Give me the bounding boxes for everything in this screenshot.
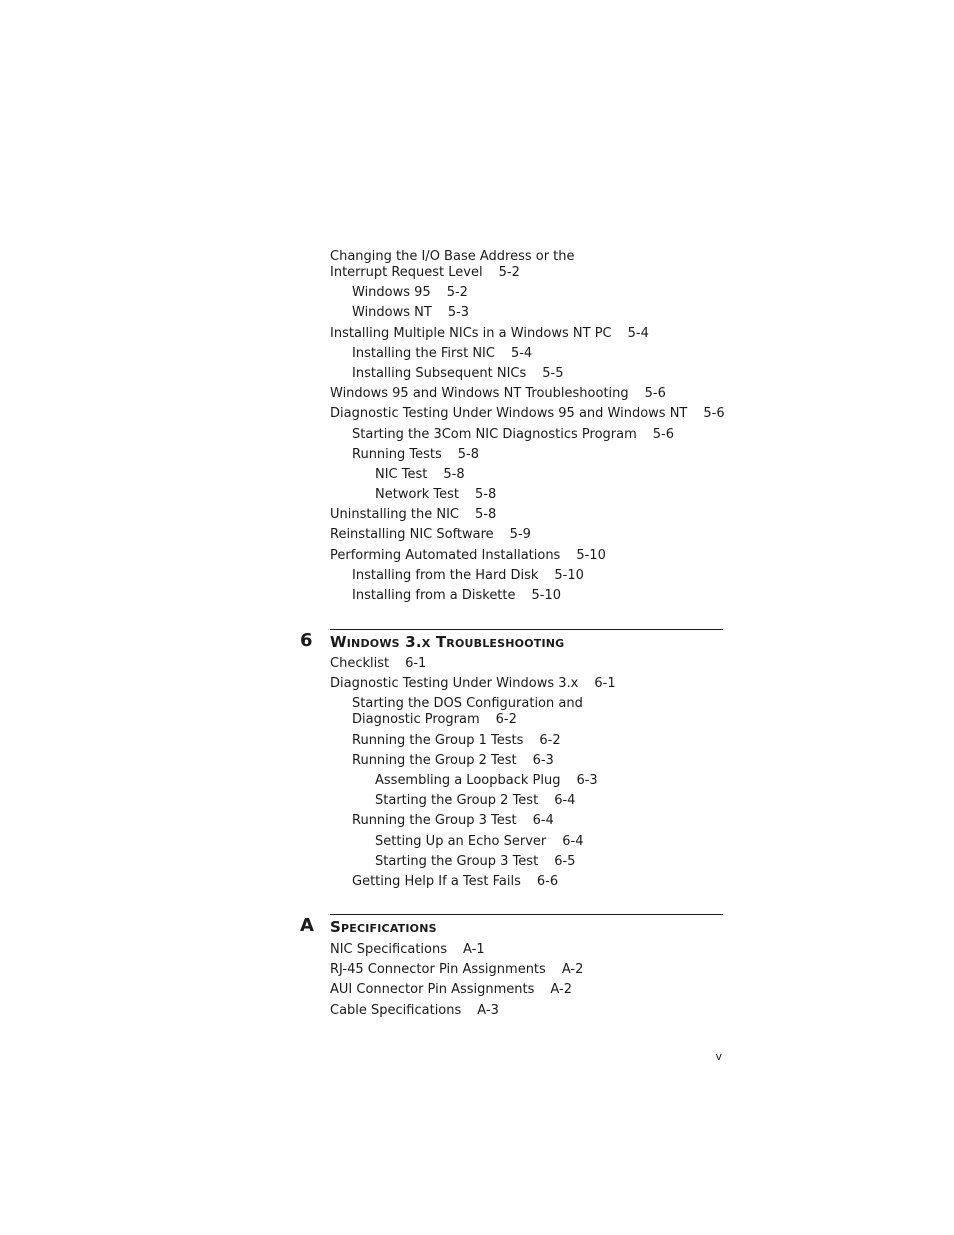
toc-entry-title: Installing from a Diskette (352, 588, 516, 603)
toc-entry[interactable] (330, 548, 730, 564)
toc-entry[interactable] (330, 249, 630, 281)
toc-entry[interactable] (330, 366, 730, 382)
toc-entry-title: Checklist (330, 656, 390, 671)
toc-entry-page: A-2 (550, 982, 572, 998)
toc-entry[interactable] (330, 305, 730, 321)
toc-entry-title: Running Tests (352, 446, 442, 462)
chapter-number: A (300, 915, 314, 936)
toc-entry-page: 6-4 (562, 833, 584, 849)
toc-entry-title: Setting Up an Echo Server (375, 833, 547, 849)
toc-entry[interactable] (330, 285, 730, 301)
toc-entry-page: 6-2 (495, 712, 517, 728)
toc-entry-page: 6-3 (532, 752, 554, 768)
toc-entry-page: 5-4 (627, 325, 649, 341)
chapter-title[interactable]: Specifications (330, 918, 437, 936)
toc-entry-title: RJ-45 Connector Pin Assignments (330, 962, 546, 978)
toc-entry-title: Starting the 3Com NIC Diagnostics Program (352, 426, 637, 442)
toc-entry[interactable] (330, 527, 730, 543)
toc-entry[interactable] (330, 467, 730, 483)
toc-entry-title: Installing from the Hard Disk (352, 567, 539, 583)
toc-entry-page: 6-2 (539, 732, 561, 748)
toc-entry-title: Running the Group 3 Test (352, 813, 517, 829)
appendix-a-entries (330, 942, 730, 1023)
toc-entry-page: 5-5 (542, 365, 564, 381)
toc-entry-page: 6-5 (554, 853, 576, 869)
toc-entry-title: AUI Connector Pin Assignments (330, 982, 535, 998)
toc-entry-title: Reinstalling NIC Software (330, 527, 494, 543)
toc-entry-title: Windows 95 and Windows NT Troubleshooting (330, 386, 629, 402)
toc-entry[interactable] (330, 326, 730, 342)
chapter-title[interactable]: Windows 3.x Troubleshooting (330, 633, 565, 651)
chapter-number: 6 (300, 630, 313, 651)
toc-entry-title: Running the Group 2 Test (352, 752, 517, 768)
toc-entry-page: 5-8 (443, 466, 465, 482)
appendix-a-heading (300, 914, 723, 938)
toc-entry-page: 6-3 (576, 772, 598, 788)
toc-entry-page: 5-10 (554, 567, 584, 583)
toc-entry[interactable] (330, 854, 730, 870)
toc-entry-page: 5-2 (498, 265, 520, 280)
toc-entry[interactable] (330, 1003, 730, 1019)
toc-entry[interactable] (330, 696, 652, 728)
toc-entry[interactable] (330, 487, 730, 503)
toc-entry-page: 6-4 (554, 793, 576, 809)
toc-entry[interactable] (330, 733, 730, 749)
toc-entry[interactable] (330, 773, 730, 789)
chapter-6-heading (300, 629, 723, 653)
toc-entry-page: 6-1 (594, 676, 616, 692)
toc-entry-page: A-3 (477, 1002, 499, 1018)
toc-entry-title: Installing Multiple NICs in a Windows NT PC (330, 325, 612, 341)
toc-entry[interactable] (330, 813, 730, 829)
toc-entry-title: Windows NT (352, 305, 432, 321)
toc-entry-title: NIC Test (375, 466, 428, 482)
toc-entry-title: Starting the DOS Configuration and Diagnostic Program (352, 696, 583, 728)
toc-entry-title: Starting the Group 2 Test (375, 793, 539, 809)
toc-entry[interactable] (330, 447, 730, 463)
toc-entry-page: 5-4 (510, 345, 533, 361)
toc-entry-title: Diagnostic Testing Under Windows 95 and Windows NT (330, 406, 688, 422)
toc-entry[interactable] (330, 962, 730, 978)
toc-entry-page: 5-6 (644, 386, 666, 402)
toc-entry[interactable] (330, 793, 730, 809)
toc-entry-page: A-2 (561, 962, 584, 978)
chapter-divider (330, 914, 723, 915)
page-number: v (715, 1050, 722, 1063)
toc-entry-title: Windows 95 (352, 285, 431, 301)
toc-entry-title: Installing the First NIC (352, 345, 495, 361)
toc-entry[interactable] (330, 753, 730, 769)
toc-entry[interactable] (330, 942, 730, 958)
toc-entry-page: 6-1 (405, 656, 427, 671)
toc-entry-title: Assembling a Loopback Plug (375, 772, 561, 788)
toc-entry-title: Getting Help If a Test Fails (352, 873, 521, 889)
toc-entry[interactable] (330, 507, 730, 523)
toc-entry[interactable] (330, 406, 730, 422)
toc-entry-page: 5-2 (446, 285, 468, 301)
toc-entry[interactable] (330, 982, 730, 998)
toc-entry-page: 5-6 (652, 426, 674, 442)
toc-entry-page: 5-8 (457, 446, 480, 462)
toc-entry-title: Network Test (375, 487, 460, 503)
toc-entry-page: 6-4 (532, 813, 554, 829)
toc-entry[interactable] (330, 346, 730, 362)
toc-entry-page: 5-10 (531, 588, 562, 603)
chapter-6-entries (330, 656, 730, 894)
toc-entry-title: Installing Subsequent NICs (352, 365, 527, 381)
toc-entry-page: 5-8 (475, 487, 497, 503)
toc-entry-title: Running the Group 1 Tests (352, 732, 524, 748)
toc-entry[interactable] (330, 568, 730, 584)
toc-entry[interactable] (330, 386, 730, 402)
toc-entry-title: Starting the Group 3 Test (375, 853, 539, 869)
toc-entry[interactable] (330, 427, 730, 443)
toc-entry-title: Uninstalling the NIC (330, 507, 460, 523)
chapter-divider (330, 629, 723, 630)
toc-entry-page: 5-6 (703, 406, 725, 422)
toc-entry[interactable] (330, 588, 730, 604)
toc-entry-page: 6-6 (536, 873, 559, 889)
toc-entry-title: Changing the I/O Base Address or the Interrupt Request Level (330, 249, 575, 280)
toc-entry-title: Cable Specifications (330, 1002, 462, 1018)
toc-entry-page: A-1 (463, 942, 485, 957)
toc-entry-page: 5-8 (475, 507, 497, 523)
toc-entry[interactable] (330, 874, 730, 890)
toc-entry[interactable] (330, 834, 730, 850)
toc-entry-title: Performing Automated Installations (330, 547, 561, 563)
section-5-continued (330, 249, 730, 608)
toc-entry-page: 5-10 (576, 547, 606, 563)
toc-entry[interactable] (330, 656, 730, 672)
toc-entry[interactable] (330, 676, 730, 692)
toc-entry-title: Diagnostic Testing Under Windows 3.x (330, 676, 579, 692)
toc-entry-page: 5-9 (509, 527, 531, 543)
toc-entry-title: NIC Specifications (330, 942, 448, 957)
toc-entry-page: 5-3 (447, 305, 470, 321)
